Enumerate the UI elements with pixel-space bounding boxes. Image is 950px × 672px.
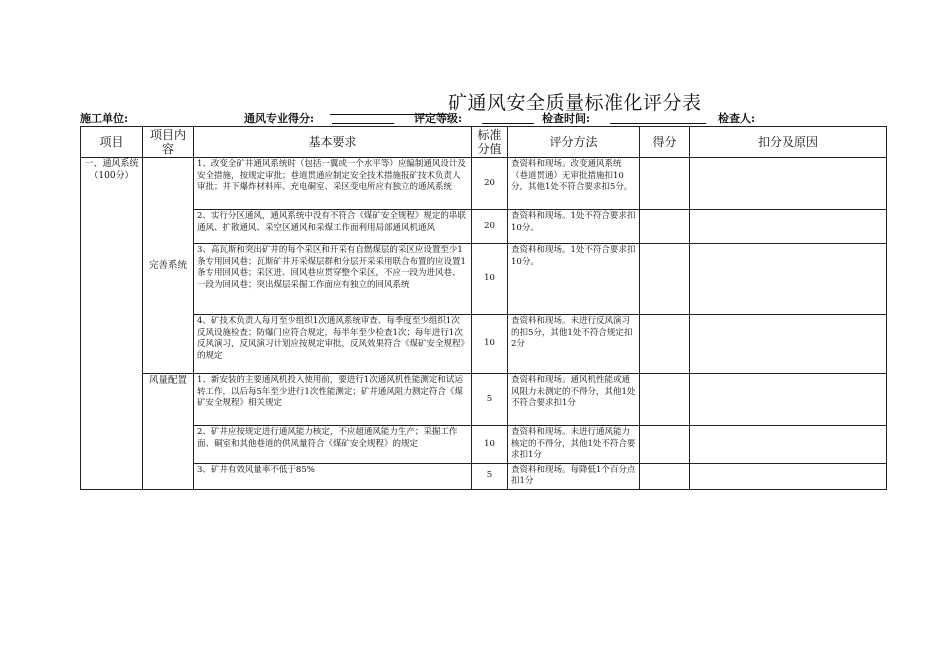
requirement-cell: 3、高瓦斯和突出矿井的每个采区和开采有自燃煤层的采区应设置至少1条专用回风巷；瓦斯矿井开采煤层群和分层开采采用联合布置的应设置1条专用回风巷；采区进、回风巷应贯穿整个采区，不应一段为进风巷、一段为回风巷；突出煤层采掘工作面应有独立的回风系统 [194, 244, 472, 315]
deduction-cell[interactable] [690, 210, 887, 244]
table-row [81, 426, 887, 464]
standard-cell: 20 [472, 158, 508, 210]
category-cell: 一、通风系统（100分） [81, 158, 143, 490]
standard-cell: 5 [472, 374, 508, 426]
score-label: 通风专业得分: [244, 112, 315, 125]
score-cell[interactable] [640, 158, 690, 210]
deduction-cell[interactable] [690, 315, 887, 374]
deduction-cell[interactable] [690, 463, 887, 489]
standard-cell: 5 [472, 463, 508, 489]
table-row [81, 463, 887, 489]
col-header-standard: 标准分值 [472, 127, 508, 158]
requirement-cell: 3、矿井有效风量率不低于85% [194, 463, 472, 489]
group-cell-air-volume: 风量配置 [143, 374, 194, 490]
inspector-label: 检查人: [718, 112, 756, 125]
score-cell[interactable] [640, 210, 690, 244]
score-cell[interactable] [640, 244, 690, 315]
standard-cell: 20 [472, 210, 508, 244]
time-blank [610, 123, 706, 124]
score-cell[interactable] [640, 315, 690, 374]
meta-line [80, 110, 890, 126]
col-header-requirement: 基本要求 [194, 127, 472, 158]
time-label: 检查时间: [542, 112, 591, 125]
score-blank [332, 123, 394, 124]
score-cell[interactable] [640, 374, 690, 426]
table-row [81, 244, 887, 315]
grade-label: 评定等级: [414, 112, 463, 125]
method-cell: 查资料和现场。1处不符合要求扣10分。 [508, 210, 640, 244]
method-cell: 查资料和现场。每降低1个百分点扣1分 [508, 463, 640, 489]
col-header-score: 得分 [640, 127, 690, 158]
col-header-deduction: 扣分及原因 [690, 127, 887, 158]
col-header-item: 项目内容 [143, 127, 194, 158]
table-row [81, 158, 887, 210]
standard-cell: 10 [472, 315, 508, 374]
group-cell-system: 完善系统 [143, 158, 194, 374]
table-row [81, 374, 887, 426]
method-cell: 查资料和现场。未进行通风能力核定的不得分，其他1处不符合要求扣1分 [508, 426, 640, 464]
method-cell: 查资料和现场。通风机性能或通风阻力未测定的不得分，其他1处不符合要求扣1分 [508, 374, 640, 426]
requirement-cell: 2、实行分区通风，通风系统中没有不符合《煤矿安全规程》规定的串联通风、扩散通风、采空区通风和采煤工作面利用局部通风机通风 [194, 210, 472, 244]
score-cell[interactable] [640, 426, 690, 464]
requirement-cell: 1、新安装的主要通风机投入使用前，要进行1次通风机性能测定和试运转工作，以后每5年至少进行1次性能测定；矿井通风阻力测定符合《煤矿安全规程》相关规定 [194, 374, 472, 426]
table-row [81, 210, 887, 244]
deduction-cell[interactable] [690, 158, 887, 210]
method-cell: 查资料和现场。1处不符合要求扣10分。 [508, 244, 640, 315]
unit-label: 施工单位: [80, 112, 129, 125]
col-header-project: 项目 [81, 127, 143, 158]
deduction-cell[interactable] [690, 374, 887, 426]
table-row [81, 315, 887, 374]
standard-cell: 10 [472, 244, 508, 315]
requirement-cell: 2、矿井应按规定进行通风能力核定，不应超通风能力生产；采掘工作面、硐室和其他巷道的供风量符合《煤矿安全规程》的规定 [194, 426, 472, 464]
col-header-method: 评分方法 [508, 127, 640, 158]
deduction-cell[interactable] [690, 426, 887, 464]
scoring-table [80, 126, 887, 490]
method-cell: 查资料和现场。改变通风系统（巷道贯通）无审批措施扣10分，其他1处不符合要求扣5分。 [508, 158, 640, 210]
method-cell: 查资料和现场。未进行反风演习的扣5分，其他1处不符合规定扣2分 [508, 315, 640, 374]
header-row [81, 127, 887, 158]
grade-blank [482, 123, 534, 124]
score-cell[interactable] [640, 463, 690, 489]
standard-cell: 10 [472, 426, 508, 464]
requirement-cell: 4、矿技术负责人每月至少组织1次通风系统审查、每季度至少组织1次反风设施检查；防爆门应符合规定，每半年至少检查1次；每年进行1次反风演习，反风演习计划应按规定审批，反风效果符合《煤矿安全规程》的规定 [194, 315, 472, 374]
title-text: 矿通风安全质量标准化评分表 [448, 92, 702, 114]
deduction-cell[interactable] [690, 244, 887, 315]
requirement-cell: 1、改变全矿井通风系统时（包括一翼或一个水平等）应编制通风设计及安全措施，按规定审批；巷道贯通应制定安全技术措施报矿技术负责人审批；井下爆炸材料库、充电硐室、采区变电所应有独立的通风系统 [194, 158, 472, 210]
